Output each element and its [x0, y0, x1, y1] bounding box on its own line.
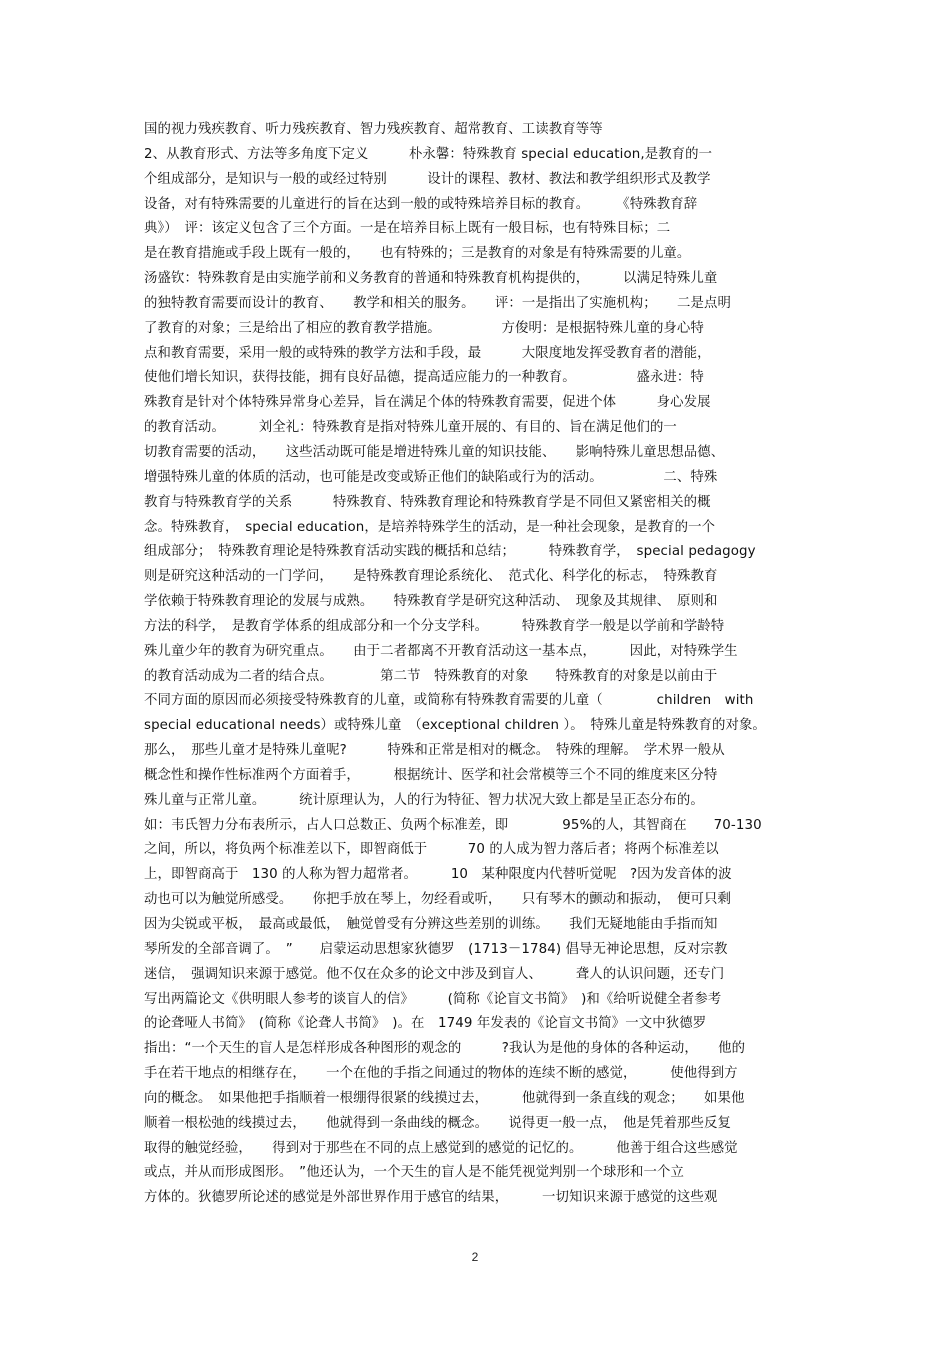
text-line: 的教育活动。 刘全礼：特殊教育是指对特殊儿童开展的、有目的、旨在满足他们的一 — [144, 420, 677, 436]
text-line: special educational needs）或特殊儿童 （exceptional children ）。 特殊儿童是特殊教育的对象。 — [144, 718, 766, 734]
text-line: 的独特教育需要而设计的教育、 教学和相关的服务。 评：一是指出了实施机构； 二是点明 — [144, 295, 731, 311]
text-line: 殊儿童与正常儿童。 统计原理认为，人的行为特征、智力状况大致上都是呈正态分布的。 — [144, 792, 704, 808]
text-line: 不同方面的原因而必须接受特殊教育的儿童，或简称有特殊教育需要的儿童（ children with — [144, 693, 754, 709]
text-line: 点和教育需要，采用一般的或特殊的教学方法和手段，最 大限度地发挥受教育者的潜能， — [144, 345, 711, 361]
text-line: 是在教育措施或手段上既有一般的， 也有特殊的；三是教育的对象是有特殊需要的儿童。 — [144, 246, 691, 262]
text-line: 殊儿童少年的教育为研究重点。 由于二者都离不开教育活动这一基本点， 因此，对特殊学生 — [144, 643, 738, 659]
text-line: 的论聋哑人书简》 (简称《论聋人书简》 )。在 1749 年发表的《论盲文书简》一文中狄德罗 — [144, 1016, 707, 1032]
text-line: 琴所发的全部音调了。 ” 启蒙运动思想家狄德罗 (1713－1784) 倡导无神论思想，反对宗教 — [144, 941, 728, 957]
text-line: 方体的。狄德罗所论述的感觉是外部世界作用于感官的结果， 一切知识来源于感觉的这些观 — [144, 1190, 718, 1206]
text-line: 取得的触觉经验， 得到对于那些在不同的点上感觉到的感觉的记忆的。 他善于组合这些感觉 — [144, 1140, 738, 1156]
text-line: 或点，并从而形成图形。 ”他还认为，一个天生的盲人是不能凭视觉判别一个球形和一个立 — [144, 1165, 684, 1181]
text-line: 方法的科学， 是教育学体系的组成部分和一个分支学科。 特殊教育学一般是以学前和学龄特 — [144, 618, 725, 634]
text-line: 殊教育是针对个体特殊异常身心差异，旨在满足个体的特殊教育需要，促进个体 身心发展 — [144, 395, 711, 411]
text-line: 向的概念。 如果他把手指顺着一根绷得很紧的线摸过去， 他就得到一条直线的观念； 如果他 — [144, 1090, 745, 1106]
text-line: 典》） 评：该定义包含了三个方面。一是在培养目标上既有一般目标，也有特殊目标；二 — [144, 221, 671, 237]
text-line: 的教育活动成为二者的结合点。 第二节 特殊教育的对象 特殊教育的对象是以前由于 — [144, 668, 718, 684]
text-line: 组成部分； 特殊教育理论是特殊教育活动实践的概括和总结； 特殊教育学， special pedagogy — [144, 544, 756, 560]
text-line: 增强特殊儿童的体质的活动，也可能是改变或矫正他们的缺陷或行为的活动。 二、特殊 — [144, 469, 718, 485]
text-line: 学依赖于特殊教育理论的发展与成熟。 特殊教育学是研究这种活动、 现象及其规律、 原则和 — [144, 594, 718, 610]
text-line: 国的视力残疾教育、听力残疾教育、智力残疾教育、超常教育、工读教育等等 — [144, 122, 603, 137]
text-line: 之间，所以，将负两个标准差以下，即智商低于 70 的人成为智力落后者；将两个标准差以 — [144, 842, 719, 858]
text-line: 使他们增长知识，获得技能，拥有良好品德，提高适应能力的一种教育。 盛永进：特 — [144, 370, 704, 386]
text-line: 念。特殊教育， special education，是培养特殊学生的活动，是一种社会现象，是教育的一个 — [144, 519, 716, 535]
text-line: 个组成部分，是知识与一般的或经过特别 设计的课程、教材、教法和教学组织形式及教学 — [144, 171, 711, 187]
text-line: 汤盛钦：特殊教育是由实施学前和义务教育的普通和特殊教育机构提供的， 以满足特殊儿童 — [144, 271, 718, 287]
text-line: 2、从教育形式、方法等多角度下定义 朴永馨：特殊教育 special education,是教育的一 — [144, 146, 713, 162]
text-line: 手在若干地点的相继存在， 一个在他的手指之间通过的物体的连续不断的感觉， 使他得到方 — [144, 1066, 738, 1082]
text-line: 因为尖锐或平板， 最高或最低， 触觉曾受有分辨这些差别的训练。 我们无疑地能由手指而知 — [144, 917, 718, 932]
text-line: 概念性和操作性标准两个方面着手， 根据统计、医学和社会常模等三个不同的维度来区分特 — [144, 767, 718, 783]
text-line: 那么， 那些儿童才是特殊儿童呢? 特殊和正常是相对的概念。 特殊的理解。 学术界一般从 — [144, 743, 725, 759]
text-line: 了教育的对象；三是给出了相应的教育教学措施。 方俊明：是根据特殊儿童的身心特 — [144, 320, 704, 336]
page-number: 2 — [471, 1250, 479, 1264]
text-line: 指出：“一个天生的盲人是怎样形成各种图形的观念的 ?我认为是他的身体的各种运动， 他的 — [144, 1041, 746, 1057]
text-line: 顺着一根松弛的线摸过去， 他就得到一条曲线的概念。 说得更一般一点， 他是凭着那些反复 — [144, 1115, 731, 1131]
text-line: 上，即智商高于 130 的人称为智力超常者。 10 某种限度内代替听觉呢 ?因为发音体的波 — [144, 867, 732, 883]
text-line: 如：韦氏智力分布表所示，占人口总数正、负两个标准差，即 95%的人，其智商在 70-130 — [144, 817, 762, 833]
text-line: 教育与特殊教育学的关系 特殊教育、特殊教育理论和特殊教育学是不同但又紧密相关的概 — [144, 494, 711, 510]
text-line: 切教育需要的活动， 这些活动既可能是增进特殊儿童的知识技能、 影响特殊儿童思想品德、 — [144, 444, 725, 460]
body-text — [144, 118, 810, 1211]
text-line: 设备，对有特殊需要的儿童进行的旨在达到一般的或特殊培养目标的教育。 《特殊教育辞 — [144, 196, 698, 212]
text-line: 迷信， 强调知识来源于感觉。他不仅在众多的论文中涉及到盲人、 聋人的认识问题，还专门 — [144, 966, 725, 982]
text-line: 写出两篇论文《供明眼人参考的谈盲人的信》 (简称《论盲文书简》 )和《给听说健全者参考 — [144, 991, 722, 1007]
text-line: 则是研究这种活动的一门学问， 是特殊教育理论系统化、 范式化、科学化的标志， 特殊教育 — [144, 569, 718, 585]
text-line: 动也可以为触觉所感受。 你把手放在琴上，勿经看或听， 只有琴木的颤动和振动， 便可只剩 — [144, 892, 731, 908]
